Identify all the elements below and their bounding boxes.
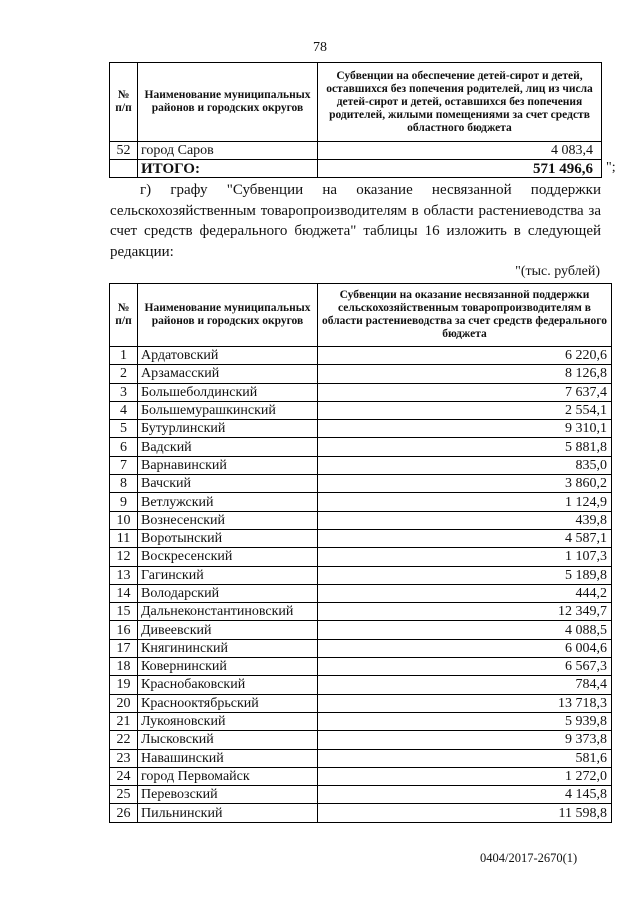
table-row bbox=[110, 749, 612, 767]
row-value: 12 349,7 bbox=[318, 603, 612, 621]
row-value: 8 126,8 bbox=[318, 365, 612, 383]
row-value: 13 718,3 bbox=[318, 694, 612, 712]
row-value: 439,8 bbox=[318, 511, 612, 529]
row-number: 26 bbox=[110, 804, 138, 822]
row-number: 21 bbox=[110, 712, 138, 730]
table-row bbox=[110, 456, 612, 474]
column-header-number: № п/п bbox=[110, 63, 138, 142]
row-value: 6 220,6 bbox=[318, 347, 612, 365]
row-number: 3 bbox=[110, 383, 138, 401]
row-number: 7 bbox=[110, 456, 138, 474]
row-value: 9 310,1 bbox=[318, 420, 612, 438]
total-empty-cell bbox=[110, 160, 138, 178]
row-value: 3 860,2 bbox=[318, 475, 612, 493]
row-district: Арзамасский bbox=[138, 365, 318, 383]
table-row bbox=[110, 475, 612, 493]
table-row bbox=[110, 438, 612, 456]
table-row bbox=[110, 621, 612, 639]
table-row bbox=[110, 731, 612, 749]
column-header-district: Наименование муниципальных районов и городских округов bbox=[138, 284, 318, 347]
row-number: 18 bbox=[110, 658, 138, 676]
row-value: 5 881,8 bbox=[318, 438, 612, 456]
row-district: Володарский bbox=[138, 584, 318, 602]
table-row bbox=[110, 786, 612, 804]
table-row bbox=[110, 603, 612, 621]
total-value: 571 496,6 bbox=[318, 160, 602, 178]
row-value: 6 567,3 bbox=[318, 658, 612, 676]
row-value: 5 189,8 bbox=[318, 566, 612, 584]
row-district: Воскресенский bbox=[138, 548, 318, 566]
table-row bbox=[110, 566, 612, 584]
row-district: город Первомайск bbox=[138, 767, 318, 785]
row-value: 4 088,5 bbox=[318, 621, 612, 639]
row-district: Вачский bbox=[138, 475, 318, 493]
table-row bbox=[110, 365, 612, 383]
total-row bbox=[110, 160, 602, 178]
row-value: 5 939,8 bbox=[318, 712, 612, 730]
row-number: 12 bbox=[110, 548, 138, 566]
row-district: город Саров bbox=[138, 142, 318, 160]
row-value: 1 124,9 bbox=[318, 493, 612, 511]
row-number: 24 bbox=[110, 767, 138, 785]
row-number: 16 bbox=[110, 621, 138, 639]
row-number: 52 bbox=[110, 142, 138, 160]
row-district: Пильнинский bbox=[138, 804, 318, 822]
table-row bbox=[110, 383, 612, 401]
row-district: Лысковский bbox=[138, 731, 318, 749]
row-value: 1 107,3 bbox=[318, 548, 612, 566]
document-code: 0404/2017-2670(1) bbox=[480, 851, 578, 865]
row-district: Ветлужский bbox=[138, 493, 318, 511]
page-number: 78 bbox=[313, 40, 327, 55]
total-label: ИТОГО: bbox=[138, 160, 318, 178]
row-district: Дивеевский bbox=[138, 621, 318, 639]
row-value: 9 373,8 bbox=[318, 731, 612, 749]
row-number: 17 bbox=[110, 639, 138, 657]
table-row bbox=[110, 401, 612, 419]
row-district: Лукояновский bbox=[138, 712, 318, 730]
closing-quote: "; bbox=[606, 160, 616, 175]
row-district: Воротынский bbox=[138, 529, 318, 547]
row-value: 7 637,4 bbox=[318, 383, 612, 401]
column-header-number: № п/п bbox=[110, 284, 138, 347]
row-number: 8 bbox=[110, 475, 138, 493]
row-number: 23 bbox=[110, 749, 138, 767]
table-row bbox=[110, 767, 612, 785]
row-number: 10 bbox=[110, 511, 138, 529]
table-row bbox=[110, 584, 612, 602]
row-number: 11 bbox=[110, 529, 138, 547]
table-body bbox=[110, 347, 612, 823]
row-value: 11 598,8 bbox=[318, 804, 612, 822]
table-row bbox=[110, 511, 612, 529]
table-row bbox=[110, 658, 612, 676]
row-district: Вадский bbox=[138, 438, 318, 456]
row-number: 20 bbox=[110, 694, 138, 712]
units-label: "(тыс. рублей) bbox=[515, 264, 600, 279]
row-number: 2 bbox=[110, 365, 138, 383]
table-row bbox=[110, 639, 612, 657]
table-row bbox=[110, 694, 612, 712]
row-value: 4 145,8 bbox=[318, 786, 612, 804]
table-row bbox=[110, 493, 612, 511]
row-value: 1 272,0 bbox=[318, 767, 612, 785]
row-district: Княгининский bbox=[138, 639, 318, 657]
row-number: 14 bbox=[110, 584, 138, 602]
table-header-row bbox=[110, 63, 602, 142]
row-number: 19 bbox=[110, 676, 138, 694]
amendment-paragraph: г) графу "Субвенции на оказание несвязанной поддержки сельскохозяйственным товаропроизводителям в области растениеводства за счет средств федерального бюджета" таблицы 16 изложить в следующей редакции: bbox=[110, 182, 601, 260]
table-row bbox=[110, 804, 612, 822]
table-row bbox=[110, 420, 612, 438]
row-district: Навашинский bbox=[138, 749, 318, 767]
table-row bbox=[110, 529, 612, 547]
subsidies-orphans-table bbox=[109, 62, 602, 178]
row-district: Краснооктябрьский bbox=[138, 694, 318, 712]
row-district: Ковернинский bbox=[138, 658, 318, 676]
row-district: Варнавинский bbox=[138, 456, 318, 474]
row-value: 581,6 bbox=[318, 749, 612, 767]
row-district: Бутурлинский bbox=[138, 420, 318, 438]
row-district: Перевозский bbox=[138, 786, 318, 804]
row-value: 2 554,1 bbox=[318, 401, 612, 419]
row-district: Ардатовский bbox=[138, 347, 318, 365]
row-district: Гагинский bbox=[138, 566, 318, 584]
row-district: Дальнеконстантиновский bbox=[138, 603, 318, 621]
table-row bbox=[110, 676, 612, 694]
table-row bbox=[110, 347, 612, 365]
column-header-subsidy: Субвенции на обеспечение детей-сирот и детей, оставшихся без попечения родителей, лиц из числа детей-сирот и детей, оставшихся без попечения родителей, жилыми помещениями за счет средств областного бюджета bbox=[318, 63, 602, 142]
row-value: 444,2 bbox=[318, 584, 612, 602]
row-value: 835,0 bbox=[318, 456, 612, 474]
row-value: 6 004,6 bbox=[318, 639, 612, 657]
row-number: 25 bbox=[110, 786, 138, 804]
row-number: 13 bbox=[110, 566, 138, 584]
subsidies-agriculture-table bbox=[109, 283, 612, 823]
row-district: Большемурашкинский bbox=[138, 401, 318, 419]
column-header-district: Наименование муниципальных районов и городских округов bbox=[138, 63, 318, 142]
row-value: 784,4 bbox=[318, 676, 612, 694]
row-number: 4 bbox=[110, 401, 138, 419]
table-header-row bbox=[110, 284, 612, 347]
row-number: 5 bbox=[110, 420, 138, 438]
row-district: Краснобаковский bbox=[138, 676, 318, 694]
row-number: 1 bbox=[110, 347, 138, 365]
row-number: 6 bbox=[110, 438, 138, 456]
row-value: 4 587,1 bbox=[318, 529, 612, 547]
row-district: Большеболдинский bbox=[138, 383, 318, 401]
row-district: Вознесенский bbox=[138, 511, 318, 529]
table-row bbox=[110, 548, 612, 566]
column-header-subsidy: Субвенции на оказание несвязанной поддержки сельскохозяйственным товаропроизводителям в области растениеводства за счет средств федерального бюджета bbox=[318, 284, 612, 347]
row-value: 4 083,4 bbox=[318, 142, 602, 160]
row-number: 15 bbox=[110, 603, 138, 621]
row-number: 9 bbox=[110, 493, 138, 511]
row-number: 22 bbox=[110, 731, 138, 749]
table-row bbox=[110, 142, 602, 160]
table-row bbox=[110, 712, 612, 730]
